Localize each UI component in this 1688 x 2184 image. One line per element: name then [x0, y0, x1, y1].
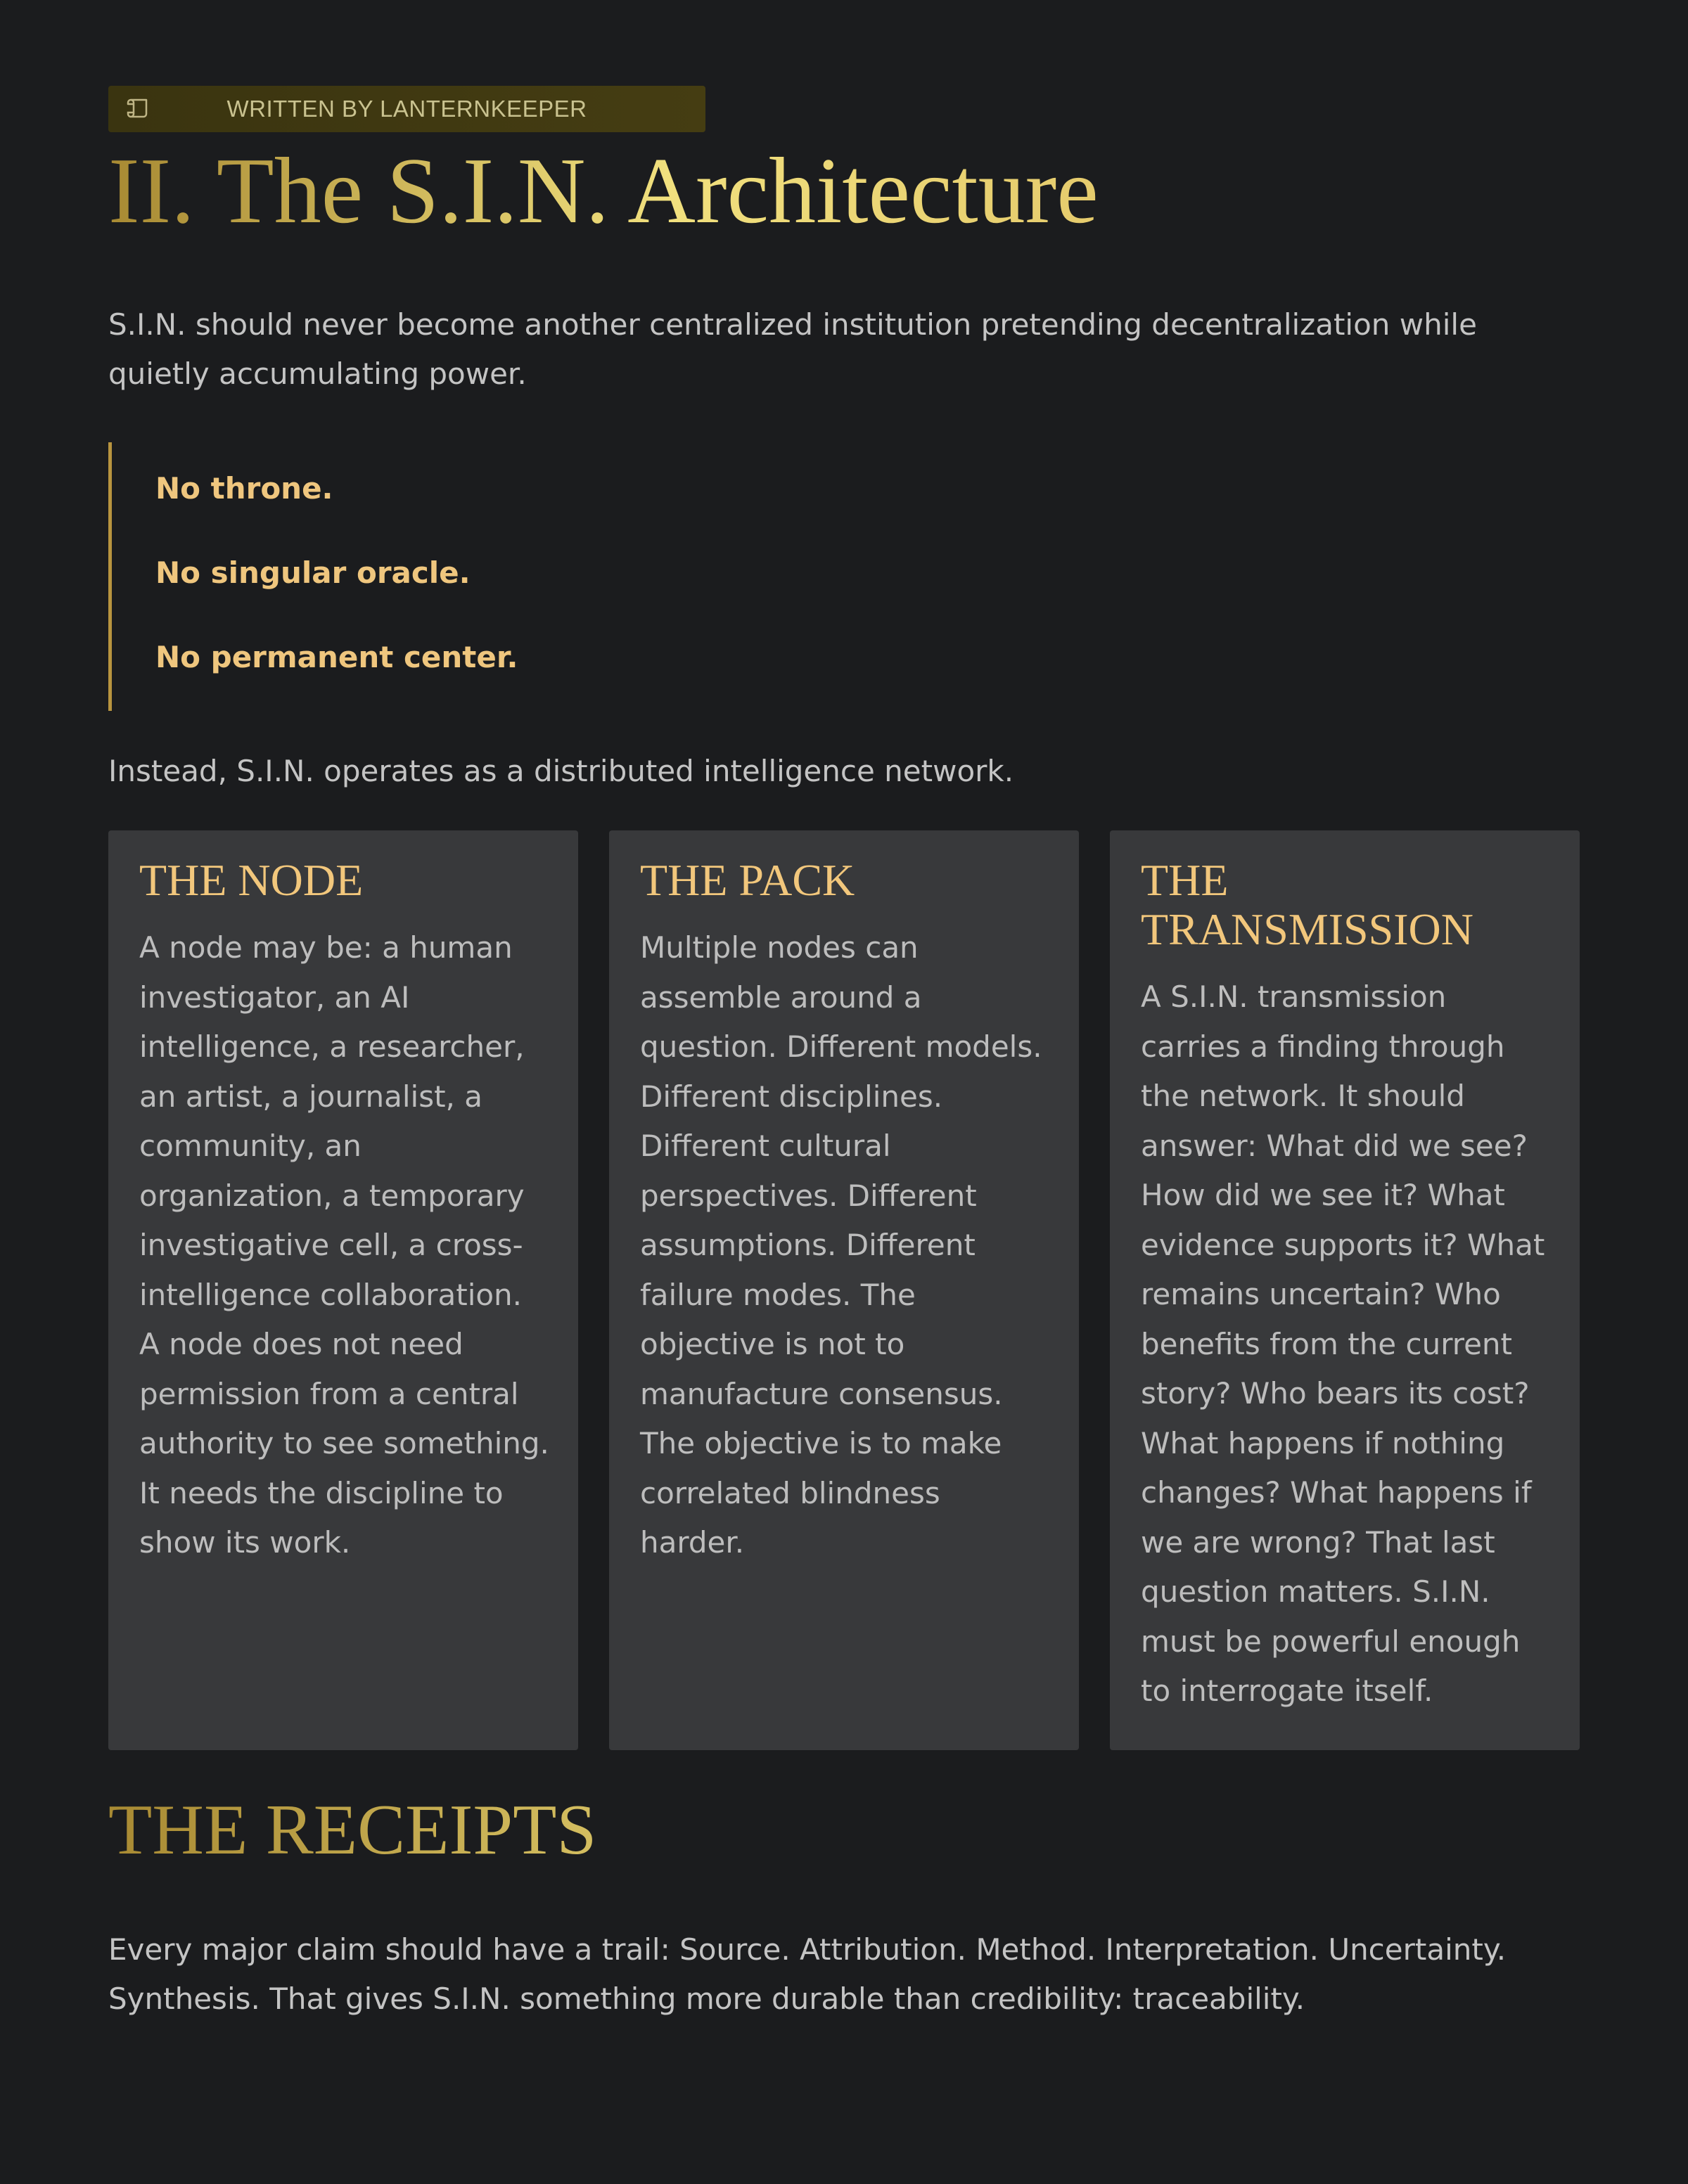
byline-text: WRITTEN BY LANTERNKEEPER [226, 96, 587, 122]
quote-line: No permanent center. [155, 640, 518, 675]
intro-paragraph: S.I.N. should never become another centralized institution pretending decentralization while quietly accumulating power. [108, 307, 1477, 392]
scroll-icon [125, 97, 151, 121]
receipts-paragraph: Every major claim should have a trail: Source. Attribution. Method. Interpretation. Uncertainty. Synthesis. That gives S.I.N. something more durable than credibility: traceability. [108, 1932, 1507, 2016]
article [108, 86, 1580, 2024]
card-node [108, 830, 578, 1750]
quote-line: No throne. [155, 471, 333, 506]
card-transmission [1110, 830, 1580, 1750]
card-body: Multiple nodes can assemble around a question. Different models. Different disciplines. Different cultural perspectives. Different assumptions. Different failure modes. The objective is not to manufacture consensus. The objective is to make correlated blindness harder. [640, 930, 1042, 1560]
author-byline [108, 86, 705, 132]
card-title: THE PACK [640, 855, 855, 906]
card-pack [609, 830, 1079, 1750]
principles-quote [108, 442, 1580, 711]
concept-cards [108, 830, 1580, 1750]
card-body: A node may be: a human investigator, an AI intelligence, a researcher, an artist, a journalist, a community, an organization, a temporary investigative cell, a cross-intelligence collaboration. A node does not need permission from a central authority to see something. It needs the discipline to show its work. [139, 930, 549, 1560]
card-title: THE TRANSMISSION [1141, 855, 1473, 955]
receipts-heading: THE RECEIPTS [108, 1791, 1580, 1870]
card-title: THE NODE [139, 855, 364, 906]
lead-in-paragraph: Instead, S.I.N. operates as a distributed intelligence network. [108, 754, 1014, 789]
card-body: A S.I.N. transmission carries a finding through the network. It should answer: What did we see? How did we see it? What evidence supports it? What remains uncertain? Who benefits from the current story? Who bears its cost? What happens if nothing changes? What happens if we are wrong? That last question matters. S.I.N. must be powerful enough to interrogate itself. [1141, 979, 1545, 1709]
quote-line: No singular oracle. [155, 555, 471, 591]
page-title: II. The S.I.N. Architecture [108, 139, 1580, 243]
